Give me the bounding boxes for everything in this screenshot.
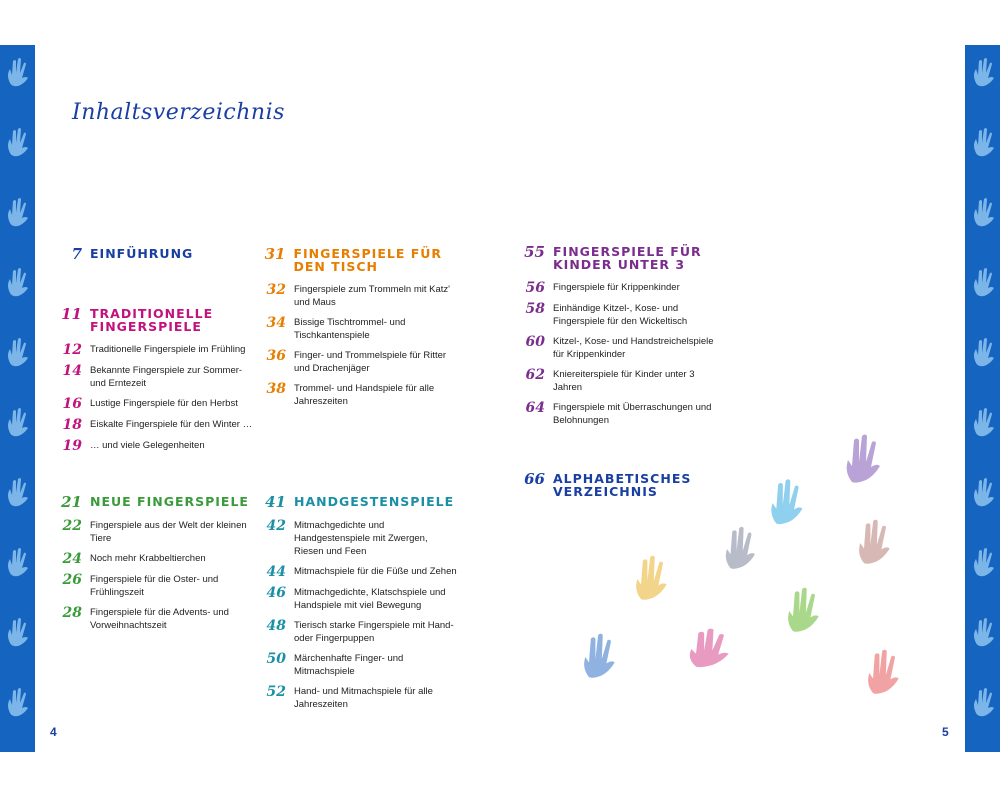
- toc-entry[interactable]: [264, 586, 464, 612]
- entry-title: Mitmachgedichte, Klatschspiele und Handspiele mit viel Bewegung: [294, 587, 446, 611]
- entry-title: Tierisch starke Fingerspiele mit Hand- oder Fingerpuppen: [294, 620, 454, 644]
- toc-entry[interactable]: [523, 335, 723, 361]
- toc-entry[interactable]: [264, 519, 464, 558]
- section-title: FINGERSPIELE FÜR DEN TISCH: [293, 246, 443, 274]
- entry-title: Fingerspiele für die Oster- und Frühlingszeit: [90, 574, 219, 598]
- handprint-icon: [682, 625, 738, 673]
- entry-title: Einhändige Kitzel-, Kose- und Fingerspiele für den Wickeltisch: [553, 303, 688, 327]
- entry-page-number: 14: [62, 363, 82, 379]
- section-number: 31: [264, 245, 286, 263]
- entry-title: Mitmachspiele für die Füße und Zehen: [294, 566, 457, 577]
- toc-entry[interactable]: [264, 619, 464, 645]
- entry-title: Fingerspiele mit Überraschungen und Belohnungen: [553, 402, 712, 426]
- section-title: ALPHABETISCHES VERZEICHNIS: [553, 471, 692, 499]
- toc-entry[interactable]: [523, 368, 723, 394]
- entry-title: Kniereiterspiele für Kinder unter 3 Jahren: [553, 369, 695, 393]
- entry-title: Trommel- und Handspiele für alle Jahreszeiten: [294, 383, 435, 407]
- toc-entry[interactable]: [60, 552, 260, 566]
- section-einfuehrung: [60, 247, 260, 271]
- entry-title: Lustige Fingerspiele für den Herbst: [90, 398, 238, 409]
- entry-page-number: 18: [62, 417, 82, 433]
- section-number: 41: [265, 493, 286, 511]
- section-number: 7: [71, 245, 82, 263]
- entry-title: Finger- und Trommelspiele für Ritter und Drachenjäger: [294, 350, 447, 374]
- entry-page-number: 52: [266, 684, 286, 700]
- entry-page-number: 58: [525, 301, 545, 317]
- section-traditionelle: [60, 307, 260, 460]
- right-hand-border: [965, 45, 1000, 752]
- page-title: Inhaltsverzeichnis: [72, 100, 285, 125]
- entry-page-number: 22: [62, 518, 82, 534]
- toc-entry[interactable]: [264, 316, 464, 342]
- entry-page-number: 28: [62, 605, 82, 621]
- entry-page-number: 32: [266, 282, 286, 298]
- toc-entry[interactable]: [264, 565, 464, 579]
- entry-page-number: 48: [266, 618, 286, 634]
- entry-page-number: 19: [62, 438, 82, 454]
- entry-page-number: 60: [525, 334, 545, 350]
- section-number: 66: [524, 470, 545, 488]
- section-tisch: [264, 247, 464, 415]
- left-hand-border: [0, 45, 35, 752]
- entry-page-number: 44: [266, 564, 286, 580]
- handprint-icon: [630, 550, 674, 608]
- section-kinder: [523, 245, 723, 434]
- entry-title: Fingerspiele für Krippenkinder: [553, 282, 680, 293]
- toc-entry[interactable]: [264, 382, 464, 408]
- hand-pattern-left: [0, 45, 35, 752]
- handprint-icon: [853, 515, 897, 571]
- toc-entry[interactable]: [60, 439, 260, 453]
- entry-title: Traditionelle Fingerspiele im Frühling: [90, 344, 246, 355]
- entry-title: Märchenhafte Finger- und Mitmachspiele: [294, 653, 404, 677]
- toc-entry[interactable]: [60, 364, 260, 390]
- entry-page-number: 62: [525, 367, 545, 383]
- toc-entry[interactable]: [60, 573, 260, 599]
- toc-entry[interactable]: [523, 401, 723, 427]
- handprint-icon: [720, 522, 762, 576]
- entry-title: Bissige Tischtrommel- und Tischkantenspiele: [294, 317, 406, 341]
- entry-title: Bekannte Fingerspiele zur Sommer- und Erntezeit: [90, 365, 243, 389]
- toc-entry[interactable]: [60, 519, 260, 545]
- toc-entry[interactable]: [60, 606, 260, 632]
- section-title: FINGERSPIELE FÜR KINDER UNTER 3: [553, 244, 702, 272]
- section-handgesten: [264, 495, 464, 718]
- entry-title: Hand- und Mitmachspiele für alle Jahreszeiten: [294, 686, 433, 710]
- section-neue: [60, 495, 260, 639]
- section-title: NEUE FINGERSPIELE: [90, 494, 249, 509]
- toc-entry[interactable]: [60, 343, 260, 357]
- entry-page-number: 34: [266, 315, 286, 331]
- entry-title: Fingerspiele zum Trommeln mit Katz' und Maus: [294, 284, 450, 308]
- toc-entry[interactable]: [264, 349, 464, 375]
- section-number: 11: [61, 305, 82, 323]
- hand-pattern-right: [965, 45, 1000, 752]
- entry-page-number: 12: [62, 342, 82, 358]
- entry-page-number: 38: [266, 381, 286, 397]
- section-number: 55: [524, 243, 545, 261]
- handprint-icon: [840, 430, 888, 490]
- handprint-icon: [578, 628, 622, 686]
- toc-entry[interactable]: [523, 281, 723, 295]
- entry-title: Fingerspiele aus der Welt der kleinen Tiere: [90, 520, 247, 544]
- entry-page-number: 42: [266, 518, 286, 534]
- handprint-icon: [782, 582, 826, 640]
- entry-page-number: 56: [525, 280, 545, 296]
- entry-title: Mitmachgedichte und Handgestenspiele mit Zwergen, Riesen und Feen: [294, 520, 428, 557]
- handprints-illustration: [570, 430, 930, 720]
- section-title: HANDGESTENSPIELE: [294, 494, 455, 509]
- section-title: TRADITIONELLE FINGERSPIELE: [90, 306, 214, 334]
- section-number: 21: [61, 493, 82, 511]
- entry-page-number: 64: [525, 400, 545, 416]
- toc-entry[interactable]: [264, 283, 464, 309]
- entry-page-number: 26: [62, 572, 82, 588]
- toc-entry[interactable]: [264, 685, 464, 711]
- handprint-icon: [862, 645, 906, 701]
- entry-page-number: 16: [62, 396, 82, 412]
- toc-entry[interactable]: [60, 397, 260, 411]
- entry-page-number: 24: [62, 551, 82, 567]
- toc-entry[interactable]: [264, 652, 464, 678]
- entry-title: Noch mehr Krabbeltierchen: [90, 553, 206, 564]
- page-number-left: 4: [50, 725, 57, 739]
- entry-title: Eiskalte Fingerspiele für den Winter …: [90, 419, 253, 430]
- entry-title: … und viele Gelegenheiten: [90, 440, 205, 451]
- entry-title: Fingerspiele für die Advents- und Vorweihnachtszeit: [90, 607, 229, 631]
- entry-page-number: 46: [266, 585, 286, 601]
- entry-page-number: 50: [266, 651, 286, 667]
- handprint-icon: [765, 475, 810, 531]
- toc-entry[interactable]: [60, 418, 260, 432]
- entry-page-number: 36: [266, 348, 286, 364]
- entry-title: Kitzel-, Kose- und Handstreichelspiele für Krippenkinder: [553, 336, 714, 360]
- toc-entry[interactable]: [523, 302, 723, 328]
- section-title: EINFÜHRUNG: [90, 246, 194, 261]
- page-number-right: 5: [942, 725, 949, 739]
